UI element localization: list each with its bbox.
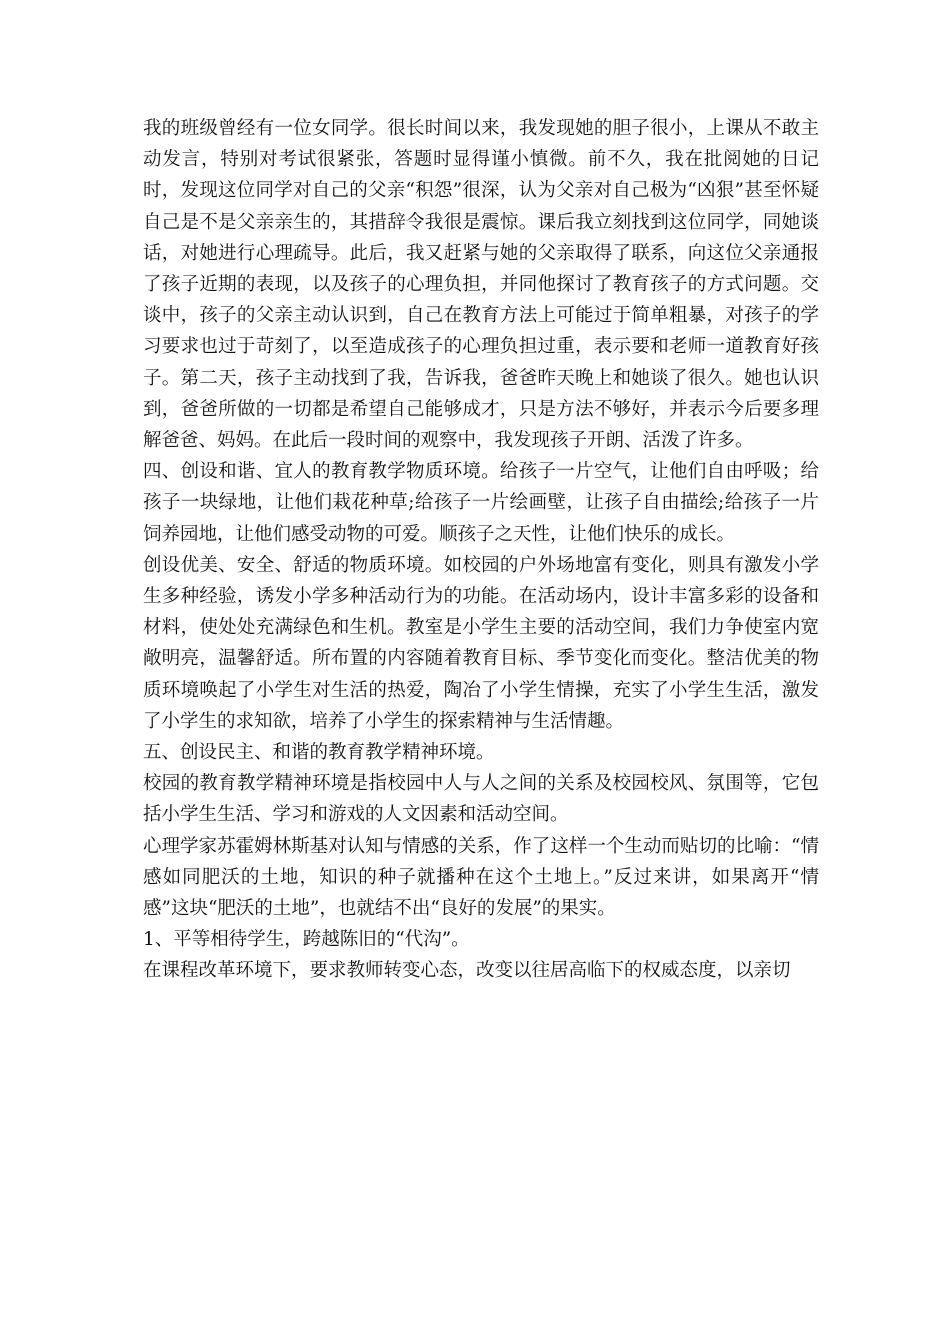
paragraph-anecdote: 我的班级曾经有一位女同学。很长时间以来，我发现她的胆子很小，上课从不敢主动发言，特别对考试很紧张，答题时显得谨小慎微。前不久，我在批阅她的日记时，发现这位同学对自己的父亲“积怨”很深，认为父亲对自己极为“凶狠”甚至怀疑自己是不是父亲亲生的，其措辞令我很是震惊。课后我立刻找到这位同学，同她谈话，对她进行心理疏导。此后，我又赶紧与她的父亲取得了联系，向这位父亲通报了孩子近期的表现，以及孩子的心理负担，并同他探讨了教育孩子的方式问题。交谈中，孩子的父亲主动认识到，自己在教育方法上可能过于简单粗暴，对孩子的学习要求也过于苛刻了，以至造成孩子的心理负担过重，表示要和老师一道教育好孩子。第二天，孩子主动找到了我，告诉我，爸爸昨天晚上和她谈了很久。她也认识到，爸爸所做的一切都是希望自己能够成才，只是方法不够好，并表示今后要多理解爸爸、妈妈。在此后一段时间的观察中，我发现孩子开朗、活泼了许多。 <box>143 118 819 452</box>
paragraph-section-five-heading: 五、创设民主、和谐的教育教学精神环境。 <box>143 742 495 764</box>
paragraph-curriculum-reform: 在课程改革环境下，要求教师转变心态，改变以往居高临下的权威态度，以亲切 <box>143 960 791 982</box>
paragraph-sukhomlinsky-quote: 心理学家苏霍姆林斯基对认知与情感的关系，作了这样一个生动而贴切的比喻：“情感如同肥沃的土地，知识的种子就播种在这个土地上。”反过来讲，如果离开“情感”这块“肥沃的土地”，也就结不出“良好的发展”的果实。 <box>143 835 819 920</box>
paragraph-physical-environment: 创设优美、安全、舒适的物质环境。如校园的户外场地富有变化，则具有激发小学生多种经验，诱发小学多种活动行为的功能。在活动场内，设计丰富多彩的设备和材料，使处处充满绿色和生机。教室是小学生主要的活动空间，我们力争使室内宽敞明亮，温馨舒适。所布置的内容随着教育目标、季节变化而变化。整洁优美的物质环境唤起了小学生对生活的热爱，陶冶了小学生情操，充实了小学生生活，激发了小学生的求知欲，培养了小学生的探索精神与生活情趣。 <box>143 554 819 732</box>
paragraph-subheading-one: 1、平等相待学生，跨越陈旧的“代沟”。 <box>143 929 470 951</box>
document-body <box>143 113 819 987</box>
paragraph-section-four-heading: 四、创设和谐、宜人的教育教学物质环境。给孩子一片空气，让他们自由呼吸；给孩子一块绿地，让他们栽花种草;给孩子一片绘画壁，让孩子自由描绘;给孩子一片饲养园地，让他们感受动物的可爱。顺孩子之天性，让他们快乐的成长。 <box>143 461 819 545</box>
paragraph-spiritual-environment: 校园的教育教学精神环境是指校园中人与人之间的关系及校园校风、氛围等，它包括小学生生活、学习和游戏的人文因素和活动空间。 <box>143 773 819 826</box>
